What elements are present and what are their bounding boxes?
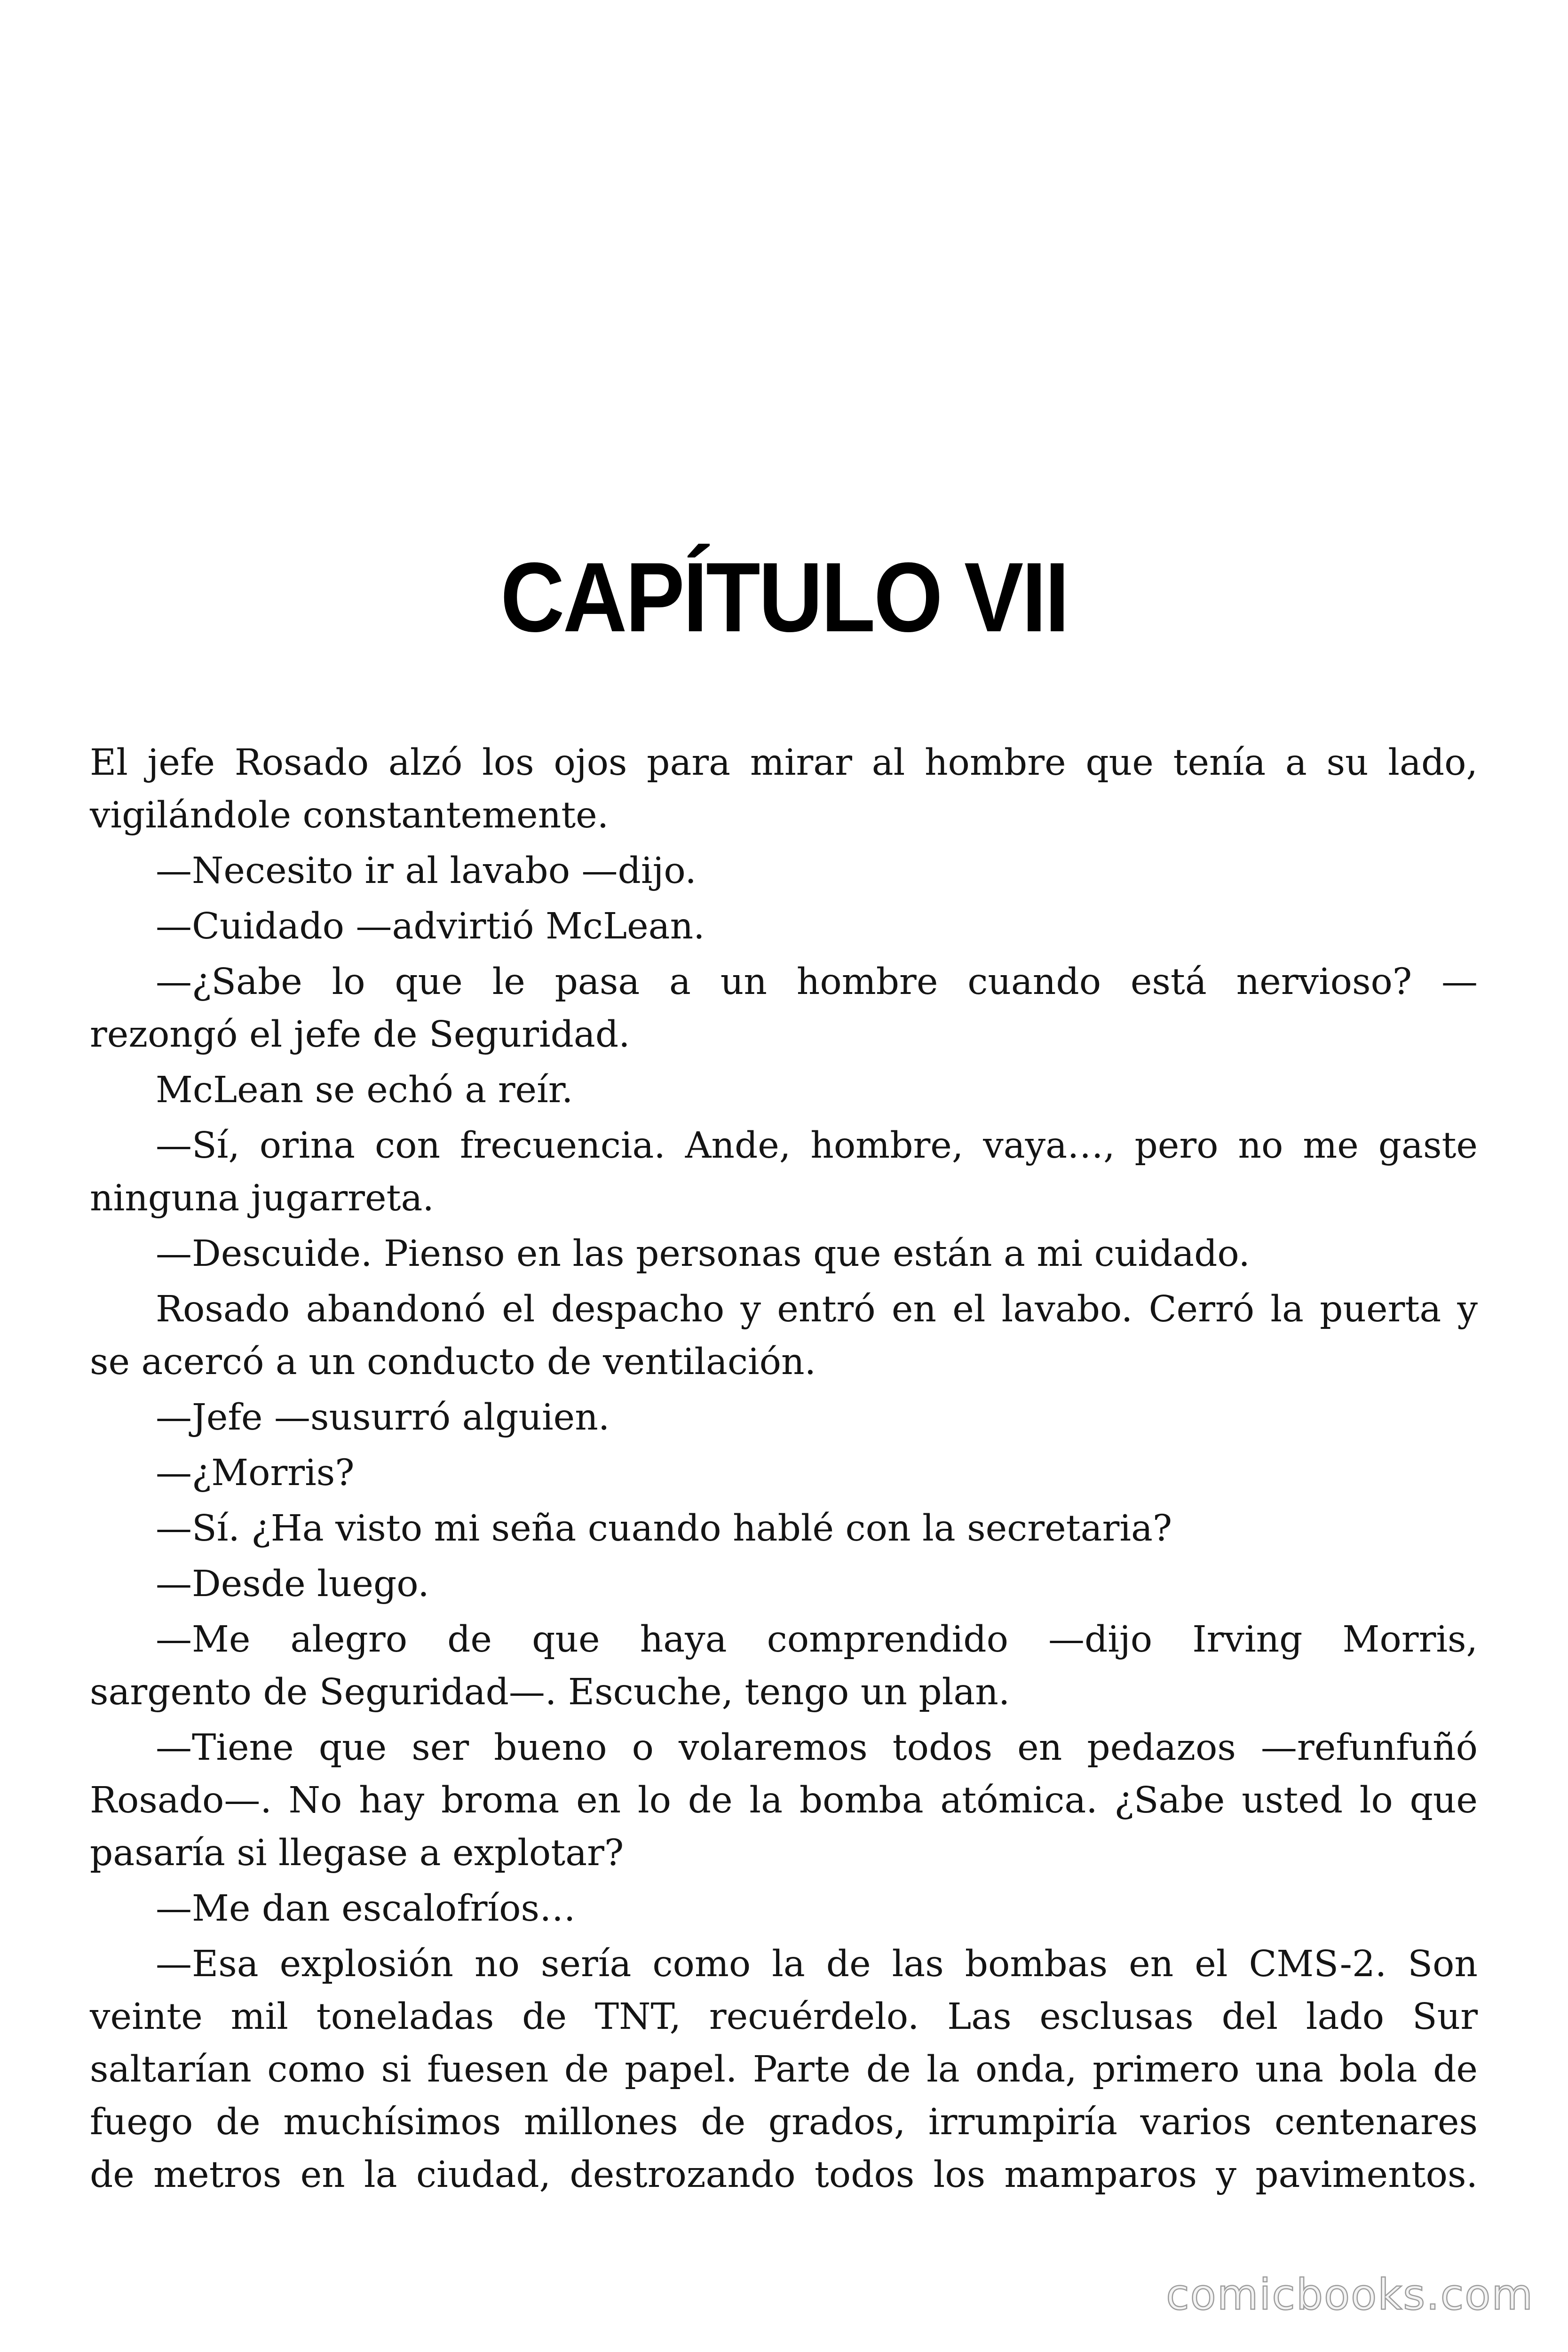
text-line: fuego de muchísimos millones de grados, irrumpiría varios centenares [90,2101,1478,2143]
text-line: —Sí. ¿Ha visto mi seña cuando hablé con la secretaria? [156,1508,1172,1549]
body-text [90,737,1478,2201]
chapter-title-text: CAPÍTULO VII [500,542,1068,652]
text-line: sargento de Seguridad—. Escuche, tengo un plan. [90,1671,1010,1713]
paragraph [90,900,1478,953]
paragraph [90,1064,1478,1117]
paragraph [90,1938,1478,2201]
text-line: —¿Sabe lo que le pasa a un hombre cuando está nervioso? — [156,961,1478,1003]
text-line: —Cuidado —advirtió McLean. [156,906,705,947]
text-line: ninguna jugarreta. [90,1177,434,1219]
text-line: Rosado abandonó el despacho y entró en el lavabo. Cerró la puerta y [156,1288,1478,1330]
text-line: —Tiene que ser bueno o volaremos todos en pedazos —refunfuñó [156,1727,1478,1769]
paragraph [90,845,1478,898]
paragraph [90,1283,1478,1389]
text-line: —Me alegro de que haya comprendido —dijo Irving Morris, [156,1619,1478,1661]
text-line: —¿Morris? [156,1452,355,1494]
text-line: se acercó a un conducto de ventilación. [90,1341,816,1383]
text-line: veinte mil toneladas de TNT, recuérdelo. Las esclusas del lado Sur [90,1996,1478,2038]
chapter-title [0,542,1568,652]
paragraph [90,1447,1478,1500]
text-line: saltarían como si fuesen de papel. Parte de la onda, primero una bola de [90,2049,1478,2090]
paragraph [90,1391,1478,1444]
paragraph [90,737,1478,842]
paragraph [90,1722,1478,1880]
text-line: —Jefe —susurró alguien. [156,1397,610,1438]
paragraph [90,1558,1478,1611]
text-line: —Desde luego. [156,1563,429,1605]
text-line: vigilándole constantemente. [90,795,609,836]
paragraph [90,956,1478,1061]
text-line: —Me dan escalofríos… [156,1888,576,1930]
paragraph [90,1613,1478,1719]
paragraph [90,1502,1478,1555]
text-line: Rosado—. No hay broma en lo de la bomba atómica. ¿Sabe usted lo que [90,1780,1478,1821]
text-line: —Sí, orina con frecuencia. Ande, hombre, vaya…, pero no me gaste [156,1125,1478,1167]
text-line: —Esa explosión no sería como la de las bombas en el CMS-2. Son [156,1943,1478,1985]
text-line: rezongó el jefe de Seguridad. [90,1014,630,1056]
paragraph [90,1883,1478,1935]
text-line: —Descuide. Pienso en las personas que están a mi cuidado. [156,1233,1250,1275]
text-line: —Necesito ir al lavabo —dijo. [156,850,697,892]
watermark: comicbooks.com [1166,2270,1534,2320]
text-line: pasaría si llegase a explotar? [90,1832,624,1874]
text-line: El jefe Rosado alzó los ojos para mirar al hombre que tenía a su lado, [90,742,1478,784]
paragraph [90,1120,1478,1225]
paragraph [90,1228,1478,1280]
text-line: McLean se echó a reír. [156,1069,573,1111]
text-line: de metros en la ciudad, destrozando todos los mamparos y pavimentos. [90,2154,1478,2196]
